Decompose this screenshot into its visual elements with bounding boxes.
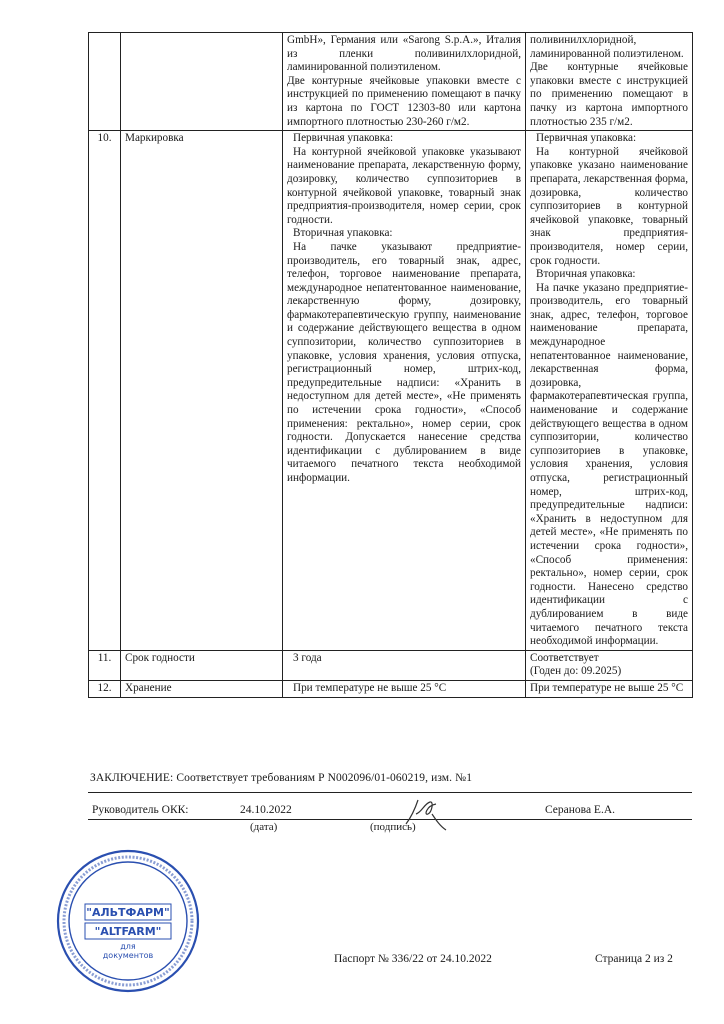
requirement-text: GmbH», Германия или «Sarong S.p.A.», Италия из пленки поливинилхлоридной, ламинированной полиэтиленом. — [287, 34, 521, 74]
table-row-shelf-life — [89, 650, 693, 680]
row-number — [89, 33, 121, 131]
date-caption: (дата) — [250, 821, 278, 833]
requirement-cell — [283, 33, 526, 131]
stamp-text: "ALTFARM" — [94, 925, 162, 938]
divider — [88, 792, 692, 793]
specification-table — [88, 32, 693, 698]
page-number: Страница 2 из 2 — [595, 953, 673, 965]
stamp-text: документов — [102, 951, 154, 960]
requirement-text: 3 года — [293, 651, 322, 664]
stamp-text: для — [120, 942, 136, 951]
result-cell — [526, 650, 693, 680]
result-text: поливинилхлоридной, ламинированной полиэтиленом. — [530, 34, 684, 60]
sign-date: 24.10.2022 — [240, 804, 292, 816]
result-cell — [526, 131, 693, 651]
result-text: На пачке указано предприятие-производитель, его товарный знак, адрес, телефон, торговое наименование препарата, международное непатентованное наименование, лекарственная форма, дозировка, фармакотерапевтическая группа, наименование и содержание действующего вещества в одном суппозитории, количество суппозиториев в упаковке, условия хранения, условия отпуска, регистрационный номер, штрих-код, предупредительные надписи: «Хранить в недоступном для детей месте», «Не применять по истечении срока годности», «Способ применения: ректально», номер серии, срок годности. Нанесено средство идентификации с дублированием в виде читаемого печатного текста необходимой информации. — [530, 281, 688, 648]
row-number: 12. — [89, 680, 121, 697]
result-text: На контурной ячейковой упаковке указано наименование препарата, лекарственная форма, дозировка, количество суппозиториев в контурной ячейковой упаковке, товарный знак предприятия-производителя, номер серии, срок годности. — [530, 145, 688, 267]
section-heading: Первичная упаковка: — [536, 132, 637, 145]
stamp-text: "АЛЬТФАРМ" — [86, 906, 170, 919]
result-cell — [526, 680, 693, 697]
section-heading: Вторичная упаковка: — [293, 227, 393, 240]
result-text: Соответствует — [530, 651, 599, 664]
requirement-cell — [283, 131, 526, 651]
company-stamp — [55, 848, 201, 994]
handwritten-signature — [402, 794, 454, 834]
table-row-storage — [89, 680, 693, 697]
signature-line — [88, 819, 692, 820]
requirement-cell — [283, 680, 526, 697]
requirement-text: На пачке указывают предприятие-производитель, его товарный знак, адрес, телефон, торговое наименование препарата, международное непатентованное наименование, лекарственную форму, дозировку, фармакотерапевтическую группу, наименование и содержание действующего вещества в одном суппозитории, количество суппозиториев в упаковке, условия хранения, условия отпуска, регистрационный номер, штрих-код, предупредительные надписи: «Хранить в недоступном для детей месте», «Не применять по истечении срока годности», «Способ применения: ректально», номер серии, срок годности. Допускается нанесение средства идентификации с дублированием в виде читаемого печатного текста необходимой информации. — [287, 240, 521, 484]
result-text: При температуре не выше 25 °С — [530, 681, 684, 694]
signature-caption: (подпись) — [370, 821, 416, 833]
row-number: 11. — [89, 650, 121, 680]
section-heading: Первичная упаковка: — [293, 132, 394, 145]
result-text: Две контурные ячейковые упаковки вместе с инструкцией по применению помещают в пачку из картона импортного плотностью 235 г/м2. — [530, 61, 688, 128]
row-name: Срок годности — [121, 650, 283, 680]
section-heading: Вторичная упаковка: — [536, 268, 636, 281]
result-cell — [526, 33, 693, 131]
table-row-marking — [89, 131, 693, 651]
row-number: 10. — [89, 131, 121, 651]
row-name — [121, 33, 283, 131]
requirement-text: Две контурные ячейковые упаковки вместе с инструкцией по применению помещают в пачку из картона по ГОСТ 12303-80 или картона импортного плотностью 230-260 г/м2. — [287, 74, 521, 128]
conclusion-text: ЗАКЛЮЧЕНИЕ: Соответствует требованиям Р N002096/01-060219, изм. №1 — [90, 772, 473, 784]
signer-role: Руководитель ОКК: — [92, 804, 189, 816]
requirement-cell — [283, 650, 526, 680]
row-name: Маркировка — [121, 131, 283, 651]
row-name: Хранение — [121, 680, 283, 697]
signer-name: Серанова Е.А. — [545, 804, 616, 816]
passport-number: Паспорт № 336/22 от 24.10.2022 — [334, 953, 492, 965]
table-row-continuation — [89, 33, 693, 131]
result-text: (Годен до: 09.2025) — [530, 665, 622, 678]
requirement-text: При температуре не выше 25 °С — [293, 681, 447, 694]
requirement-text: На контурной ячейковой упаковке указывают наименование препарата, лекарственную форму, дозировку, количество суппозиториев в контурной ячейковой упаковке, товарный знак предприятия-производителя, номер серии, срок годности. — [287, 145, 521, 226]
